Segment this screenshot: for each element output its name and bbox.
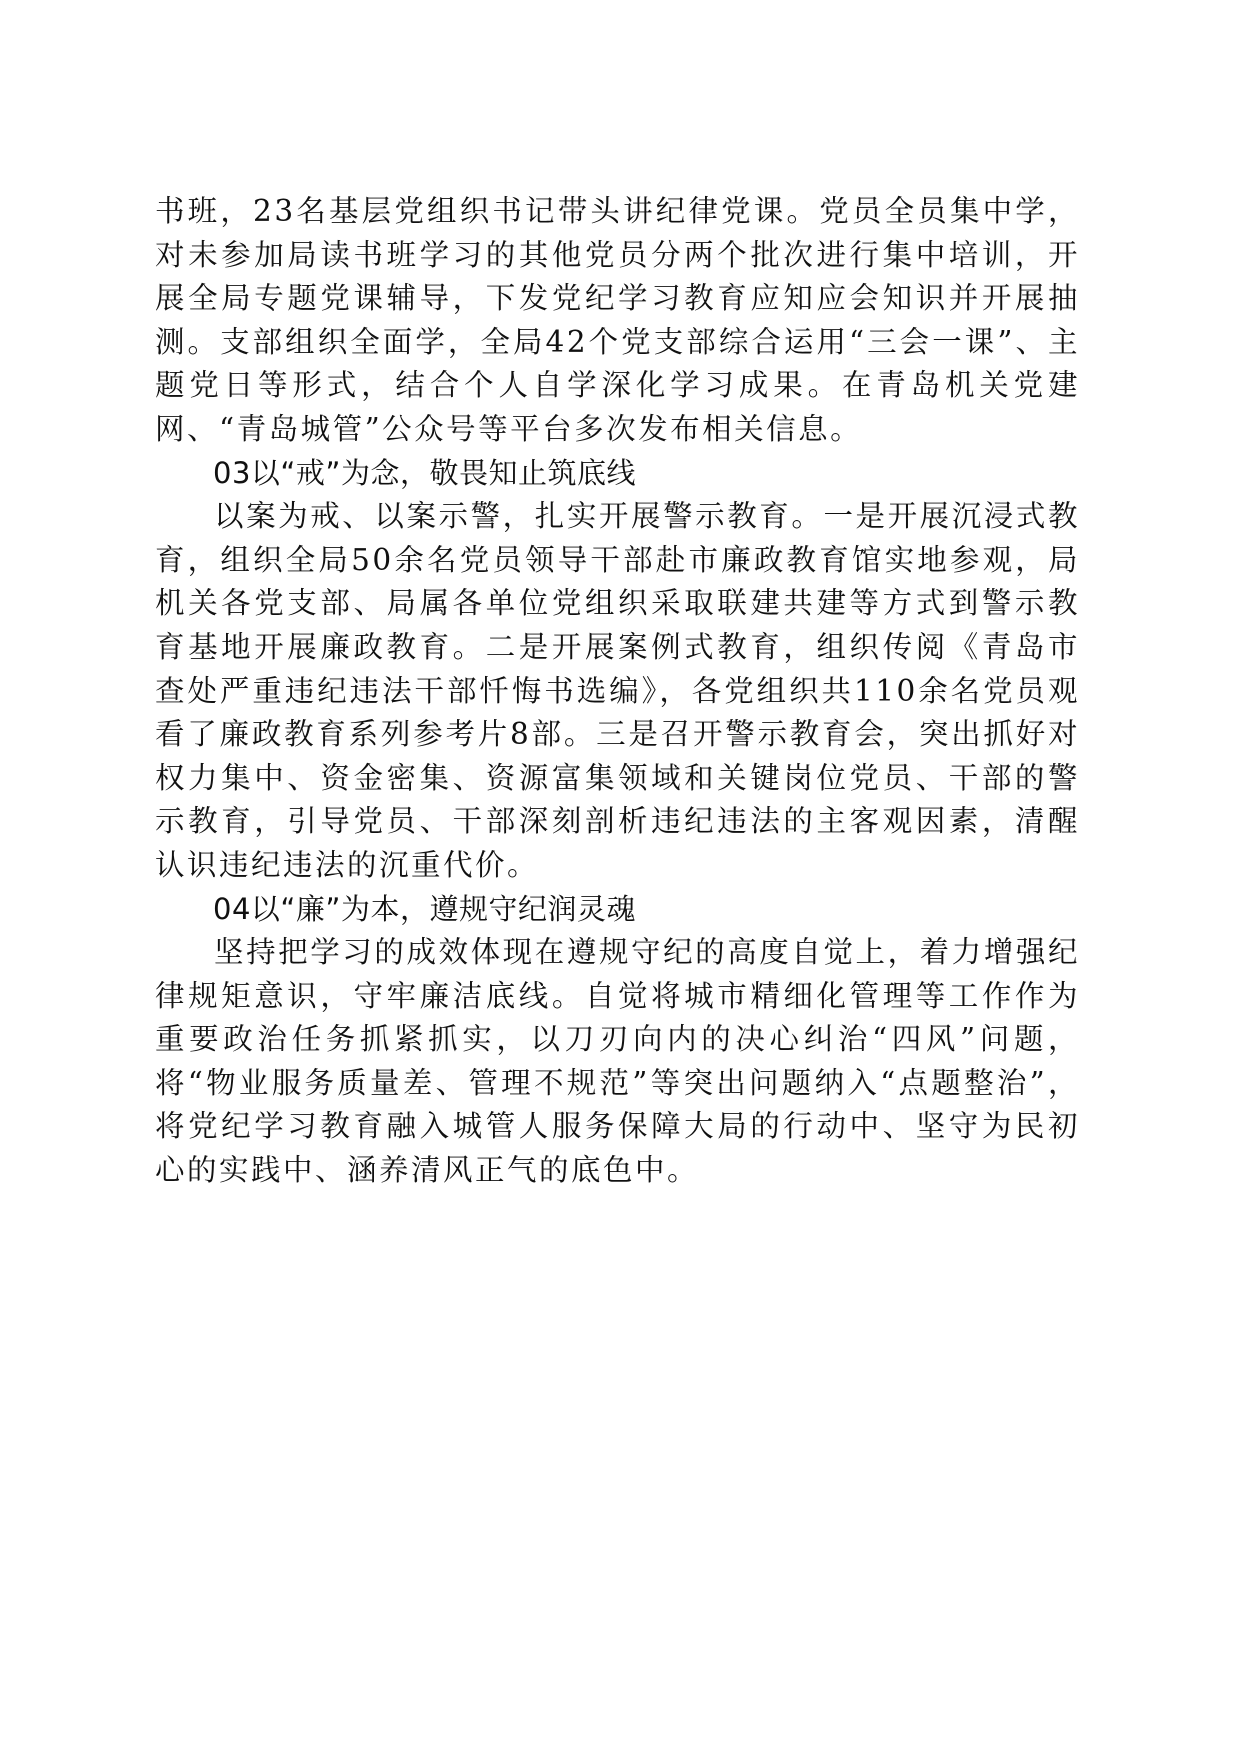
section-04-paragraph: 坚持把学习的成效体现在遵规守纪的高度自觉上，着力增强纪律规矩意识，守牢廉洁底线。自觉将城市精细化管理等工作作为重要政治任务抓紧抓实，以刀刃向内的决心纠治“四风”问题，将“物业服务质量差、管理不规范”等突出问题纳入“点题整治”，将党纪学习教育融入城管人服务保障大局的行动中、坚守为民初心的实践中、涵养清风正气的底色中。 <box>155 935 1080 1188</box>
section-03-heading: 03以“戒”为念，敬畏知止筑底线 <box>213 455 636 490</box>
document-body <box>155 190 1080 1193</box>
continuation-paragraph: 书班，23名基层党组织书记带头讲纪律党课。党员全员集中学，对未参加局读书班学习的其他党员分两个批次进行集中培训，开展全局专题党课辅导，下发党纪学习教育应知应会知识并开展抽测。支部组织全面学，全局42个党支部综合运用“三会一课”、主题党日等形式，结合个人自学深化学习成果。在青岛机关党建网、“青岛城管”公众号等平台多次发布相关信息。 <box>155 194 1080 446</box>
section-04-heading: 04以“廉”为本，遵规守纪润灵魂 <box>213 891 636 926</box>
section-03-paragraph: 以案为戒、以案示警，扎实开展警示教育。一是开展沉浸式教育，组织全局50余名党员领导干部赴市廉政教育馆实地参观，局机关各党支部、局属各单位党组织采取联建共建等方式到警示教育基地开展廉政教育。二是开展案例式教育，组织传阅《青岛市查处严重违纪违法干部忏悔书选编》，各党组织共110余名党员观看了廉政教育系列参考片8部。三是召开警示教育会，突出抓好对权力集中、资金密集、资源富集领域和关键岗位党员、干部的警示教育，引导党员、干部深刻剖析违纪违法的主客观因素，清醒认识违纪违法的沉重代价。 <box>155 499 1080 882</box>
